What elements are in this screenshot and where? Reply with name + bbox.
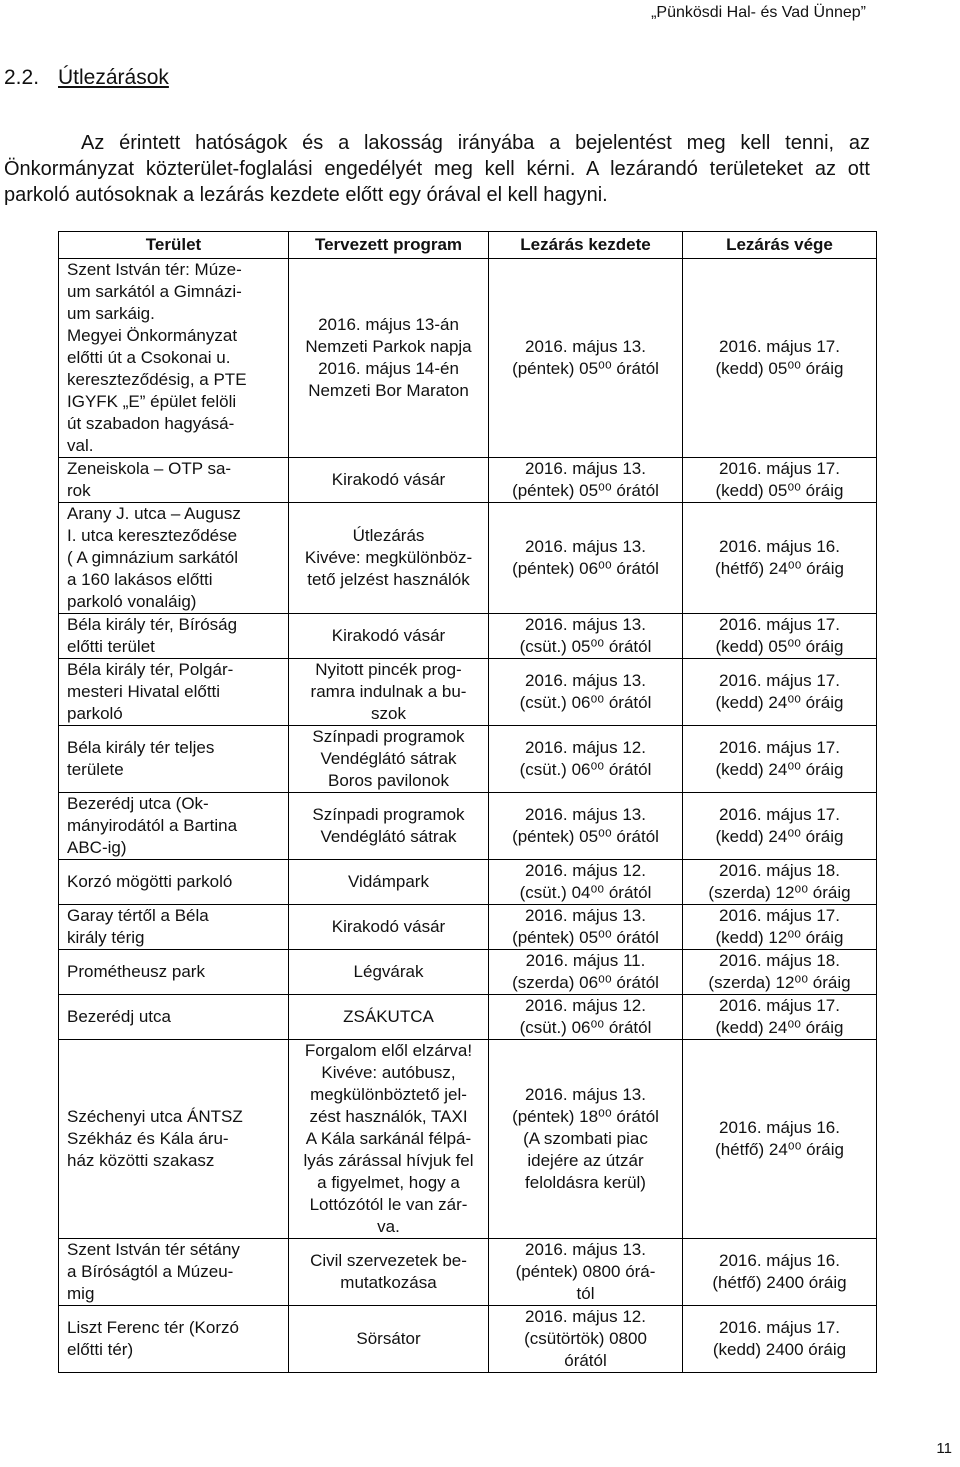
closure-start-cell bbox=[489, 950, 683, 995]
program-cell bbox=[289, 503, 489, 614]
closure-start-cell bbox=[489, 259, 683, 458]
area-cell bbox=[59, 503, 289, 614]
cell-line: (hétfő) 2400 óráig bbox=[712, 1273, 847, 1292]
cell-line: szok bbox=[371, 704, 406, 723]
cell-line: (kedd) 05⁰⁰ óráig bbox=[715, 481, 844, 500]
cell-line: (kedd) 05⁰⁰ óráig bbox=[715, 359, 844, 378]
table-header-row bbox=[59, 232, 877, 259]
program-cell bbox=[289, 614, 489, 659]
program-cell bbox=[289, 905, 489, 950]
table-row bbox=[59, 614, 877, 659]
cell-line: Garay tértől a Béla bbox=[67, 906, 209, 925]
cell-line: Civil szervezetek be- bbox=[310, 1251, 467, 1270]
cell-line: 2016. május 18. bbox=[719, 951, 840, 970]
program-cell bbox=[289, 1306, 489, 1373]
cell-line: Szent István tér: Múze- bbox=[67, 260, 242, 279]
area-cell bbox=[59, 995, 289, 1040]
cell-line: (péntek) 05⁰⁰ órától bbox=[512, 928, 659, 947]
cell-line: (szerda) 06⁰⁰ órától bbox=[512, 973, 659, 992]
cell-line: (kedd) 2400 óráig bbox=[712, 1340, 847, 1359]
cell-line: (csüt.) 06⁰⁰ órától bbox=[519, 760, 652, 779]
cell-line: Nemzeti Bor Maraton bbox=[308, 381, 469, 400]
cell-line: 2016. május 13-án bbox=[318, 315, 459, 334]
cell-line: (péntek) 06⁰⁰ órától bbox=[512, 559, 659, 578]
cell-line: Sörsátor bbox=[356, 1329, 421, 1348]
cell-line: feloldásra kerül) bbox=[525, 1173, 646, 1192]
cell-line: (csüt.) 05⁰⁰ órától bbox=[519, 637, 652, 656]
table-row bbox=[59, 950, 877, 995]
cell-line: órától bbox=[564, 1351, 607, 1370]
cell-line: Arany J. utca – Augusz bbox=[67, 504, 241, 523]
closure-end-cell bbox=[683, 1040, 877, 1239]
cell-line: rok bbox=[67, 481, 91, 500]
cell-line: (csüt.) 04⁰⁰ órától bbox=[519, 883, 652, 902]
cell-line: 2016. május 12. bbox=[525, 1307, 646, 1326]
closure-start-cell bbox=[489, 1306, 683, 1373]
cell-line: 2016. május 13. bbox=[525, 537, 646, 556]
program-cell bbox=[289, 458, 489, 503]
cell-line: 2016. május 17. bbox=[719, 615, 840, 634]
program-cell bbox=[289, 950, 489, 995]
cell-line: um sarkától a Gimnázi- bbox=[67, 282, 242, 301]
cell-line: mesteri Hivatal előtti bbox=[67, 682, 221, 701]
table-row bbox=[59, 1239, 877, 1306]
cell-line: (csüt.) 06⁰⁰ órától bbox=[519, 1018, 652, 1037]
area-cell bbox=[59, 950, 289, 995]
cell-line: 2016. május 12. bbox=[525, 861, 646, 880]
cell-line: 2016. május 17. bbox=[719, 337, 840, 356]
cell-line: um sarkáig. bbox=[67, 304, 155, 323]
section-title: Útlezárások bbox=[58, 66, 169, 89]
closure-start-cell bbox=[489, 995, 683, 1040]
cell-line: út szabadon hagyásá- bbox=[67, 414, 235, 433]
closure-start-cell bbox=[489, 726, 683, 793]
cell-line: Vendéglátó sátrak bbox=[320, 749, 457, 768]
cell-line: a Bíróságtól a Múzeu- bbox=[67, 1262, 234, 1281]
cell-line: I. utca kereszteződése bbox=[67, 526, 238, 545]
cell-line: IGYFK „E” épület felöli bbox=[67, 392, 237, 411]
closure-start-cell bbox=[489, 659, 683, 726]
cell-line: (csütörtök) 0800 bbox=[524, 1329, 647, 1348]
table-row bbox=[59, 1040, 877, 1239]
closure-end-cell bbox=[683, 726, 877, 793]
cell-line: (kedd) 24⁰⁰ óráig bbox=[715, 693, 844, 712]
cell-line: (kedd) 24⁰⁰ óráig bbox=[715, 827, 844, 846]
cell-line: 2016. május 13. bbox=[525, 459, 646, 478]
table-row bbox=[59, 259, 877, 458]
closure-start-cell bbox=[489, 1040, 683, 1239]
cell-line: 2016. május 12. bbox=[525, 996, 646, 1015]
area-cell bbox=[59, 659, 289, 726]
program-cell bbox=[289, 726, 489, 793]
cell-line: (kedd) 12⁰⁰ óráig bbox=[715, 928, 844, 947]
cell-line: Szent István tér sétány bbox=[67, 1240, 240, 1259]
cell-line: Székház és Kála áru- bbox=[67, 1129, 229, 1148]
cell-line: 2016. május 13. bbox=[525, 1240, 646, 1259]
cell-line: parkoló bbox=[67, 704, 123, 723]
program-cell bbox=[289, 793, 489, 860]
cell-line: Kirakodó vásár bbox=[331, 626, 446, 645]
cell-line: (kedd) 24⁰⁰ óráig bbox=[715, 760, 844, 779]
cell-line: 2016. május 16. bbox=[719, 537, 840, 556]
cell-line: va. bbox=[377, 1217, 400, 1236]
cell-line: kereszteződésig, a PTE bbox=[67, 370, 247, 389]
cell-line: (péntek) 05⁰⁰ órától bbox=[512, 827, 659, 846]
cell-line: Vendéglátó sátrak bbox=[320, 827, 457, 846]
area-cell bbox=[59, 1040, 289, 1239]
cell-line: zést használók, TAXI bbox=[309, 1107, 468, 1126]
cell-line: (péntek) 0800 órá- bbox=[515, 1262, 656, 1281]
cell-line: val. bbox=[67, 436, 94, 455]
cell-line: 2016. május 17. bbox=[719, 805, 840, 824]
cell-line: előtti tér) bbox=[67, 1340, 134, 1359]
table-row bbox=[59, 860, 877, 905]
table-row bbox=[59, 726, 877, 793]
program-cell bbox=[289, 259, 489, 458]
table-row bbox=[59, 659, 877, 726]
cell-line: (hétfő) 24⁰⁰ óráig bbox=[715, 559, 844, 578]
cell-line: Liszt Ferenc tér (Korzó bbox=[67, 1318, 239, 1337]
cell-line: Nemzeti Parkok napja bbox=[305, 337, 472, 356]
cell-line: Korzó mögötti parkoló bbox=[67, 872, 233, 891]
cell-line: 2016. május 16. bbox=[719, 1251, 840, 1270]
program-cell bbox=[289, 659, 489, 726]
closure-end-cell bbox=[683, 950, 877, 995]
closure-end-cell bbox=[683, 793, 877, 860]
cell-line: 2016. május 13. bbox=[525, 906, 646, 925]
table-row bbox=[59, 458, 877, 503]
cell-line: király térig bbox=[67, 928, 145, 947]
cell-line: (péntek) 05⁰⁰ órától bbox=[512, 481, 659, 500]
cell-line: Bezerédj utca (Ok- bbox=[67, 794, 209, 813]
cell-line: Béla király tér, Bíróság bbox=[67, 615, 238, 634]
cell-line: (csüt.) 06⁰⁰ órától bbox=[519, 693, 652, 712]
cell-line: (A szombati piac bbox=[523, 1129, 648, 1148]
cell-line: 2016. május 13. bbox=[525, 1085, 646, 1104]
cell-line: Színpadi programok bbox=[312, 727, 465, 746]
closure-start-cell bbox=[489, 793, 683, 860]
running-header: „Pünkösdi Hal- és Vad Ünnep” bbox=[651, 4, 866, 21]
cell-line: 2016. május 14-én bbox=[318, 359, 459, 378]
column-header-start: Lezárás kezdete bbox=[489, 232, 683, 259]
cell-line: ( A gimnázium sarkától bbox=[67, 548, 239, 567]
cell-line: Légvárak bbox=[353, 962, 424, 981]
cell-line: Vidámpark bbox=[348, 872, 429, 891]
closure-start-cell bbox=[489, 1239, 683, 1306]
closure-end-cell bbox=[683, 905, 877, 950]
road-closure-table bbox=[58, 231, 877, 1373]
cell-line: (péntek) 05⁰⁰ órától bbox=[512, 359, 659, 378]
cell-line: (hétfő) 24⁰⁰ óráig bbox=[715, 1140, 844, 1159]
section-number: 2.2. bbox=[4, 66, 40, 89]
cell-line: előtti terület bbox=[67, 637, 155, 656]
cell-line: ház közötti szakasz bbox=[67, 1151, 215, 1170]
cell-line: Nyitott pincék prog- bbox=[315, 660, 462, 679]
closure-end-cell bbox=[683, 1306, 877, 1373]
area-cell bbox=[59, 1306, 289, 1373]
closure-end-cell bbox=[683, 259, 877, 458]
cell-line: mutatkozása bbox=[340, 1273, 437, 1292]
closure-end-cell bbox=[683, 1239, 877, 1306]
table-row bbox=[59, 793, 877, 860]
area-cell bbox=[59, 726, 289, 793]
cell-line: 2016. május 12. bbox=[525, 738, 646, 757]
cell-line: Útlezárás bbox=[352, 526, 425, 545]
cell-line: 2016. május 13. bbox=[525, 805, 646, 824]
cell-line: ZSÁKUTCA bbox=[343, 1007, 434, 1026]
table-row bbox=[59, 995, 877, 1040]
closure-end-cell bbox=[683, 659, 877, 726]
cell-line: Kirakodó vásár bbox=[331, 917, 446, 936]
cell-line: (kedd) 24⁰⁰ óráig bbox=[715, 1018, 844, 1037]
cell-line: 2016. május 13. bbox=[525, 671, 646, 690]
program-cell bbox=[289, 995, 489, 1040]
cell-line: (szerda) 12⁰⁰ óráig bbox=[708, 973, 851, 992]
cell-line: Prométheusz park bbox=[67, 962, 205, 981]
cell-line: ABC-ig) bbox=[67, 838, 127, 857]
program-cell bbox=[289, 1239, 489, 1306]
closure-end-cell bbox=[683, 614, 877, 659]
cell-line: Kirakodó vásár bbox=[331, 470, 446, 489]
column-header-end: Lezárás vége bbox=[683, 232, 877, 259]
cell-line: Forgalom elől elzárva! bbox=[304, 1041, 473, 1060]
cell-line: lyás zárással hívjuk fel bbox=[303, 1151, 474, 1170]
column-header-program: Tervezett program bbox=[289, 232, 489, 259]
intro-paragraph: Az érintett hatóságok és a lakosság irányába a bejelentést meg kell tenni, az Önkormányzat közterület-foglalási engedélyét meg kell kérni. A lezárandó területeket az ott parkoló autósoknak a lezárás kezdete előtt egy órával el kell hagyni. bbox=[4, 132, 870, 206]
area-cell bbox=[59, 1239, 289, 1306]
cell-line: a figyelmet, hogy a bbox=[317, 1173, 460, 1192]
closure-start-cell bbox=[489, 503, 683, 614]
closure-end-cell bbox=[683, 503, 877, 614]
cell-line: mányirodától a Bartina bbox=[67, 816, 238, 835]
cell-line: területe bbox=[67, 760, 124, 779]
cell-line: Széchenyi utca ÁNTSZ bbox=[67, 1107, 243, 1126]
cell-line: (kedd) 05⁰⁰ óráig bbox=[715, 637, 844, 656]
area-cell bbox=[59, 793, 289, 860]
cell-line: (szerda) 12⁰⁰ óráig bbox=[708, 883, 851, 902]
cell-line: 2016. május 13. bbox=[525, 337, 646, 356]
cell-line: Színpadi programok bbox=[312, 805, 465, 824]
area-cell bbox=[59, 860, 289, 905]
cell-line: 2016. május 18. bbox=[719, 861, 840, 880]
cell-line: 2016. május 13. bbox=[525, 615, 646, 634]
cell-line: Zeneiskola – OTP sa- bbox=[67, 459, 232, 478]
cell-line: 2016. május 11. bbox=[525, 951, 646, 970]
cell-line: 2016. május 17. bbox=[719, 996, 840, 1015]
cell-line: előtti út a Csokonai u. bbox=[67, 348, 231, 367]
cell-line: 2016. május 17. bbox=[719, 1318, 840, 1337]
cell-line: Lottózótól le van zár- bbox=[309, 1195, 468, 1214]
cell-line: ramra indulnak a bu- bbox=[310, 682, 467, 701]
cell-line: a 160 lakásos előtti bbox=[67, 570, 213, 589]
cell-line: megkülönböztető jel- bbox=[310, 1085, 467, 1104]
cell-line: Kivéve: autóbusz, bbox=[321, 1063, 456, 1082]
column-header-area: Terület bbox=[59, 232, 289, 259]
section-heading bbox=[4, 66, 169, 90]
table-body bbox=[59, 259, 877, 1373]
area-cell bbox=[59, 458, 289, 503]
cell-line: A Kála sarkánál félpá- bbox=[305, 1129, 472, 1148]
cell-line: 2016. május 17. bbox=[719, 459, 840, 478]
closure-end-cell bbox=[683, 860, 877, 905]
table-row bbox=[59, 905, 877, 950]
cell-line: idejére az útzár bbox=[527, 1151, 644, 1170]
cell-line: Kivéve: megkülönböz- bbox=[304, 548, 473, 567]
cell-line: Boros pavilonok bbox=[328, 771, 449, 790]
cell-line: 2016. május 16. bbox=[719, 1118, 840, 1137]
cell-line: 2016. május 17. bbox=[719, 671, 840, 690]
closure-start-cell bbox=[489, 905, 683, 950]
area-cell bbox=[59, 905, 289, 950]
closure-end-cell bbox=[683, 458, 877, 503]
table-row bbox=[59, 1306, 877, 1373]
cell-line: (péntek) 18⁰⁰ órától bbox=[512, 1107, 659, 1126]
cell-line: 2016. május 17. bbox=[719, 738, 840, 757]
area-cell bbox=[59, 614, 289, 659]
cell-line: tól bbox=[576, 1284, 595, 1303]
closure-start-cell bbox=[489, 614, 683, 659]
cell-line: Béla király tér, Polgár- bbox=[67, 660, 234, 679]
cell-line: tető jelzést használók bbox=[307, 570, 470, 589]
area-cell bbox=[59, 259, 289, 458]
page-number: 11 bbox=[936, 1440, 952, 1457]
cell-line: mig bbox=[67, 1284, 95, 1303]
closure-end-cell bbox=[683, 995, 877, 1040]
closure-start-cell bbox=[489, 860, 683, 905]
cell-line: 2016. május 17. bbox=[719, 906, 840, 925]
program-cell bbox=[289, 860, 489, 905]
table-row bbox=[59, 503, 877, 614]
cell-line: Bezerédj utca bbox=[67, 1007, 171, 1026]
cell-line: Béla király tér teljes bbox=[67, 738, 215, 757]
cell-line: Megyei Önkormányzat bbox=[67, 326, 238, 345]
cell-line: parkoló vonaláig) bbox=[67, 592, 197, 611]
closure-start-cell bbox=[489, 458, 683, 503]
program-cell bbox=[289, 1040, 489, 1239]
